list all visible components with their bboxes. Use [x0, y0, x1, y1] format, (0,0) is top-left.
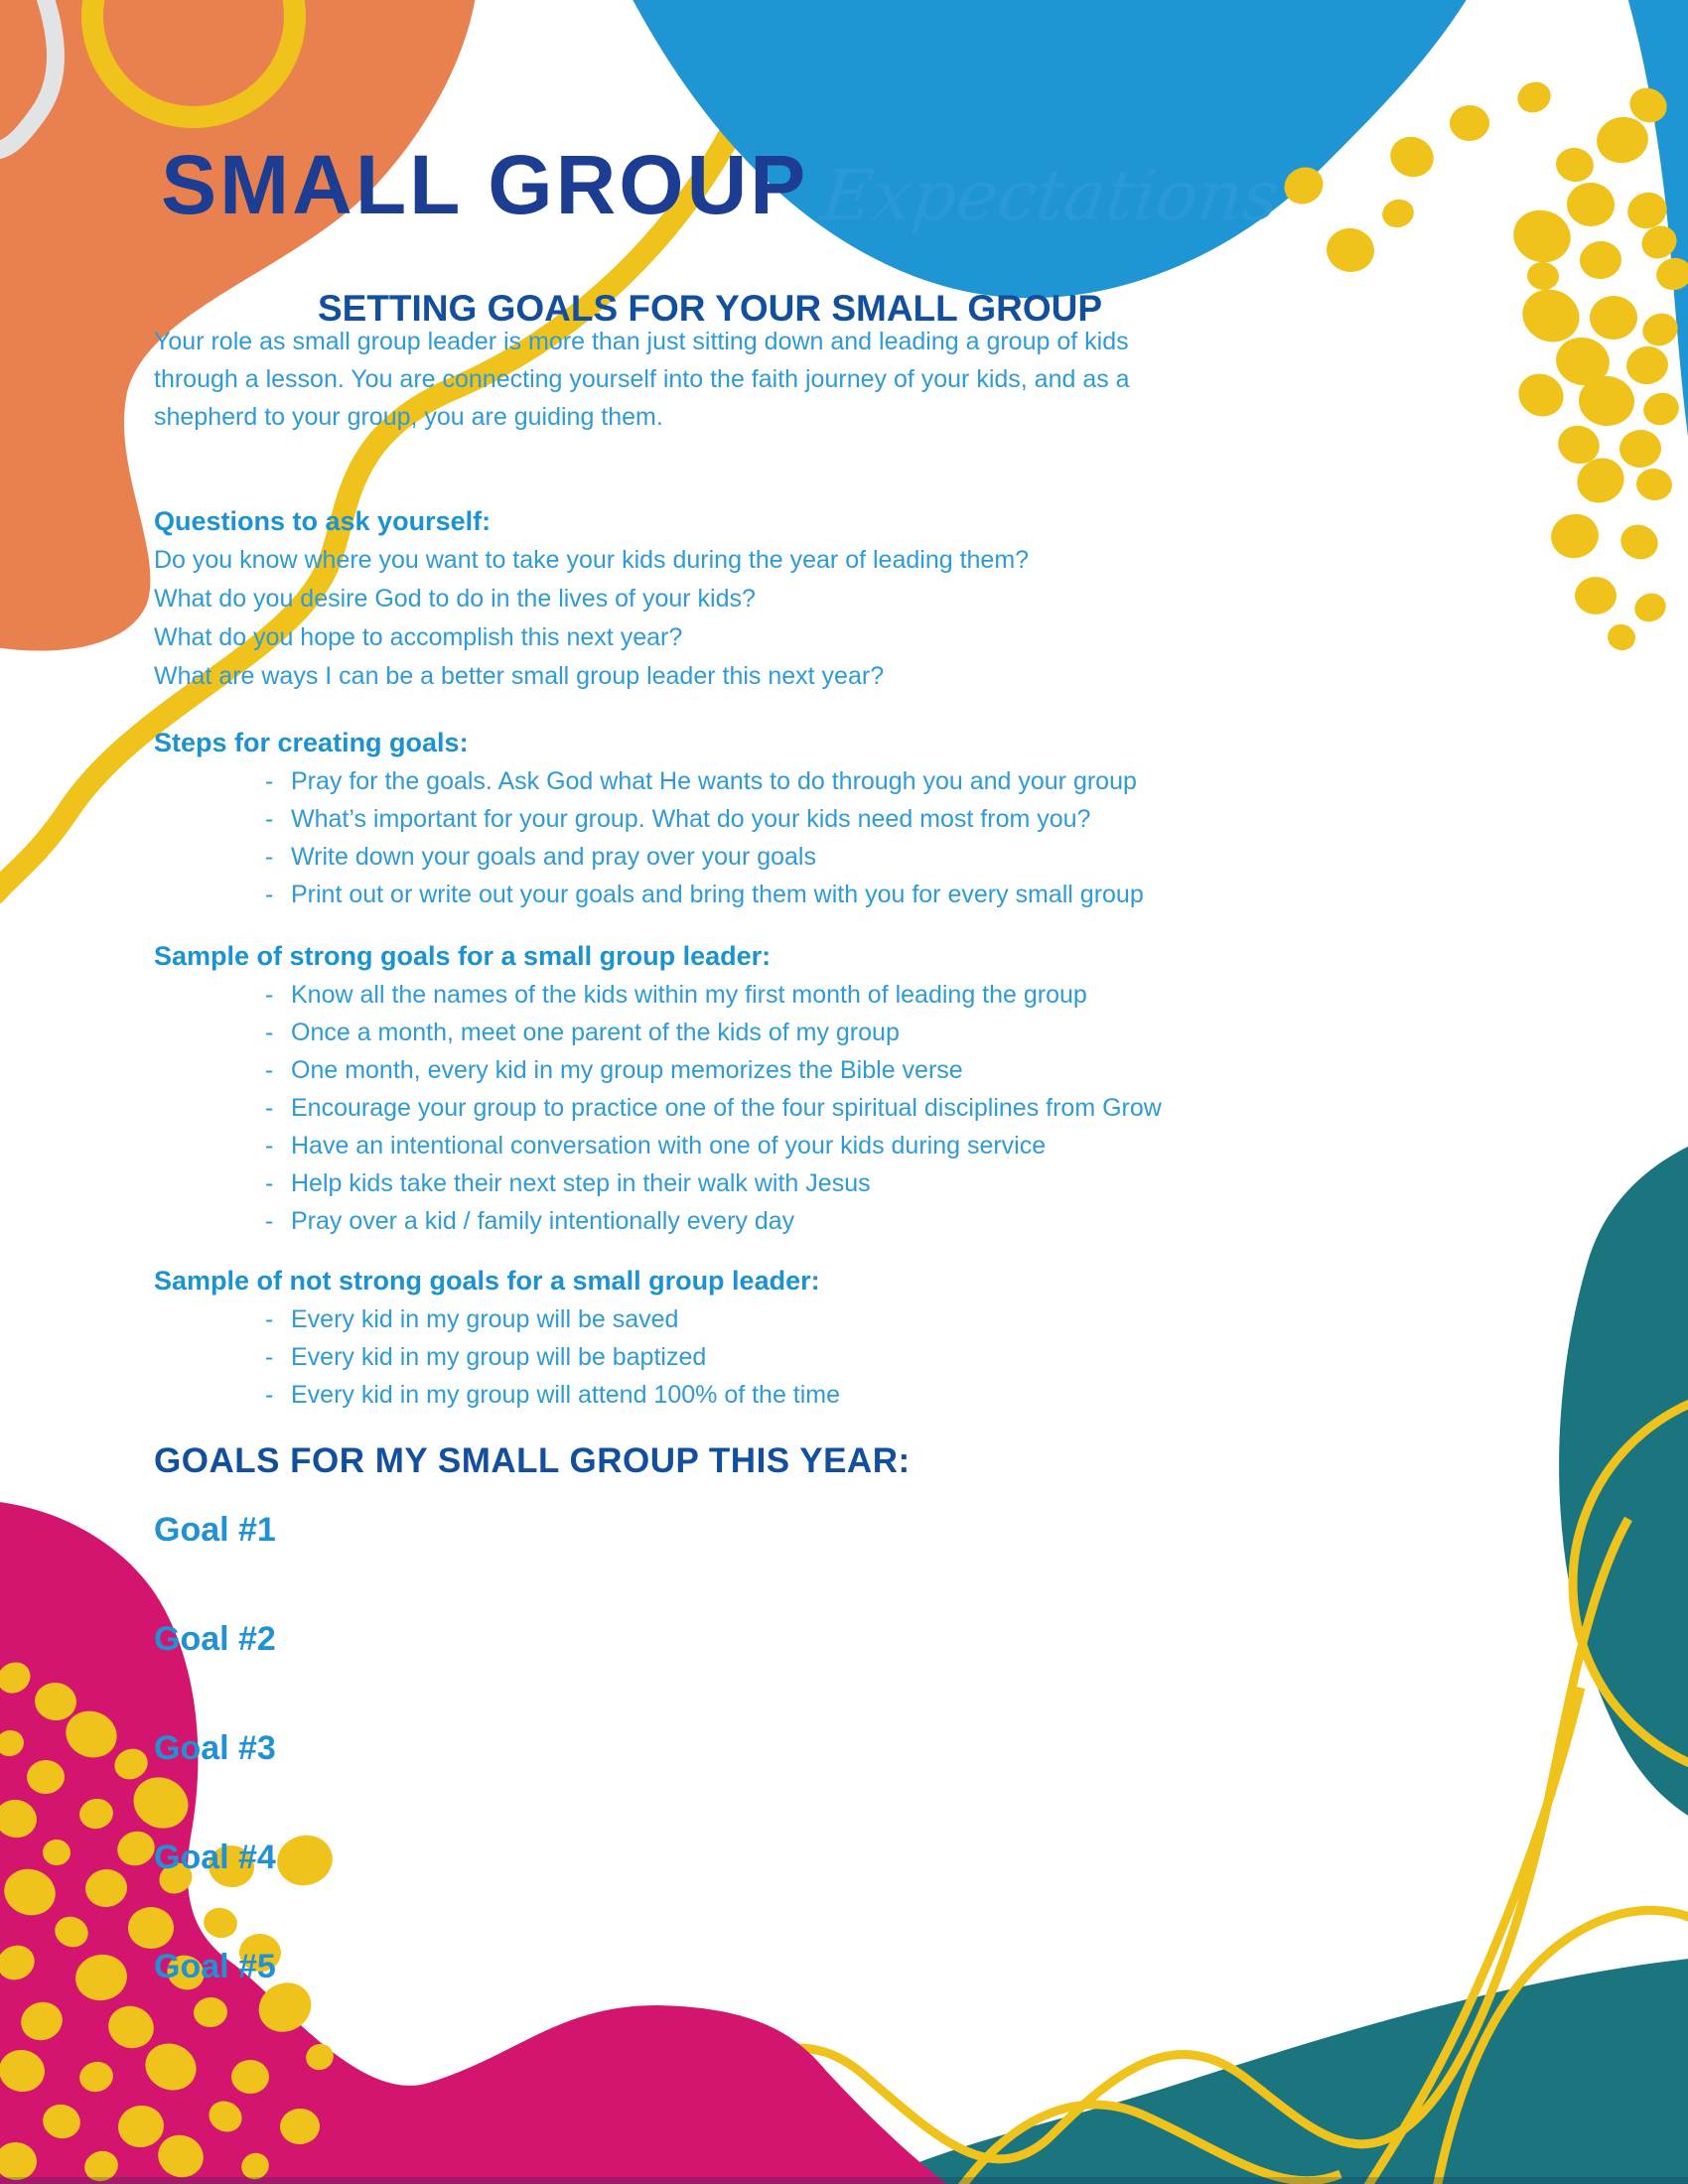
list-item-text: Know all the names of the kids within my first month of leading the group: [291, 981, 1087, 1009]
dash-marker: -: [265, 1305, 274, 1333]
section-heading: Sample of not strong goals for a small group leader:: [154, 1266, 820, 1296]
dash-marker: -: [265, 1056, 274, 1084]
list-item: [154, 762, 1375, 800]
page-title: [154, 137, 1286, 236]
dash-marker: -: [265, 1343, 274, 1371]
title-script: Expectations: [817, 155, 1284, 236]
intro-paragraph: [154, 323, 1355, 436]
list-item: [154, 1300, 1375, 1338]
goals-heading: GOALS FOR MY SMALL GROUP THIS YEAR:: [154, 1441, 911, 1480]
dash-marker: -: [265, 805, 274, 833]
list-item-text: Once a month, meet one parent of the kids of my group: [291, 1019, 900, 1046]
list-item-text: Print out or write out your goals and bring them with you for every small group: [291, 881, 1144, 908]
dash-marker: -: [265, 881, 274, 908]
list-item: [154, 1202, 1375, 1240]
list-item-text: Every kid in my group will be saved: [291, 1305, 679, 1333]
dash-marker: -: [265, 981, 274, 1009]
list-item-text: What’s important for your group. What do your kids need most from you?: [291, 805, 1091, 833]
dash-marker: -: [265, 1019, 274, 1046]
list-item: [154, 1014, 1375, 1051]
list-item-text: Encourage your group to practice one of the four spiritual disciplines from Grow: [291, 1094, 1162, 1122]
list-item-text: Write down your goals and pray over your goals: [291, 843, 816, 871]
goal-label: Goal #4: [154, 1839, 276, 1876]
section: [154, 1261, 1375, 1414]
intro-line: Your role as small group leader is more than just sitting down and leading a group of kids: [154, 328, 1129, 355]
section: [154, 723, 1375, 913]
goal-label: Goal #3: [154, 1729, 276, 1767]
title-main: SMALL GROUP: [161, 138, 809, 231]
dash-marker: -: [265, 1169, 274, 1197]
goal-label: Goal #2: [154, 1620, 276, 1658]
list-item: [154, 1376, 1375, 1414]
list-item: [154, 876, 1375, 913]
list-item-text: One month, every kid in my group memorizes the Bible verse: [291, 1056, 963, 1084]
dash-marker: -: [265, 1207, 274, 1235]
section-heading: Sample of strong goals for a small group leader:: [154, 941, 772, 971]
list-item: [154, 1051, 1375, 1089]
dash-marker: -: [265, 1094, 274, 1122]
list-item-text: Pray for the goals. Ask God what He wants to do through you and your group: [291, 767, 1137, 795]
goal-label: Goal #1: [154, 1511, 276, 1549]
goals-list: [154, 1511, 750, 2057]
list-item: [154, 1164, 1375, 1202]
list-item: [154, 838, 1375, 876]
dash-marker: -: [265, 767, 274, 795]
list-item-text: Every kid in my group will be baptized: [291, 1343, 707, 1371]
list-item: [154, 1127, 1375, 1164]
dash-marker: -: [265, 1381, 274, 1409]
list-item-text: Pray over a kid / family intentionally every day: [291, 1207, 795, 1235]
section: [154, 501, 1375, 696]
question-line: What do you desire God to do in the lives of your kids?: [154, 585, 756, 613]
section-heading: Questions to ask yourself:: [154, 506, 492, 536]
list-item-text: Have an intentional conversation with one of your kids during service: [291, 1132, 1047, 1160]
subtitle: SETTING GOALS FOR YOUR SMALL GROUP: [317, 288, 1103, 329]
list-item: [154, 800, 1375, 838]
list-item: [154, 976, 1375, 1014]
question-line: Do you know where you want to take your kids during the year of leading them?: [154, 546, 1030, 574]
list-item-text: Every kid in my group will attend 100% of the time: [291, 1381, 841, 1409]
question-line: What do you hope to accomplish this next year?: [154, 623, 683, 651]
list-item-text: Help kids take their next step in their walk with Jesus: [291, 1169, 871, 1197]
section-heading: Steps for creating goals:: [154, 728, 469, 757]
intro-line: through a lesson. You are connecting yourself into the faith journey of your kids, and as a: [154, 365, 1130, 393]
section: [154, 936, 1375, 1240]
list-item: [154, 1338, 1375, 1376]
dash-marker: -: [265, 843, 274, 871]
goal-label: Goal #5: [154, 1948, 276, 1985]
list-item: [154, 1089, 1375, 1127]
dash-marker: -: [265, 1132, 274, 1160]
intro-line: shepherd to your group, you are guiding them.: [154, 403, 663, 431]
question-line: What are ways I can be a better small group leader this next year?: [154, 662, 885, 690]
